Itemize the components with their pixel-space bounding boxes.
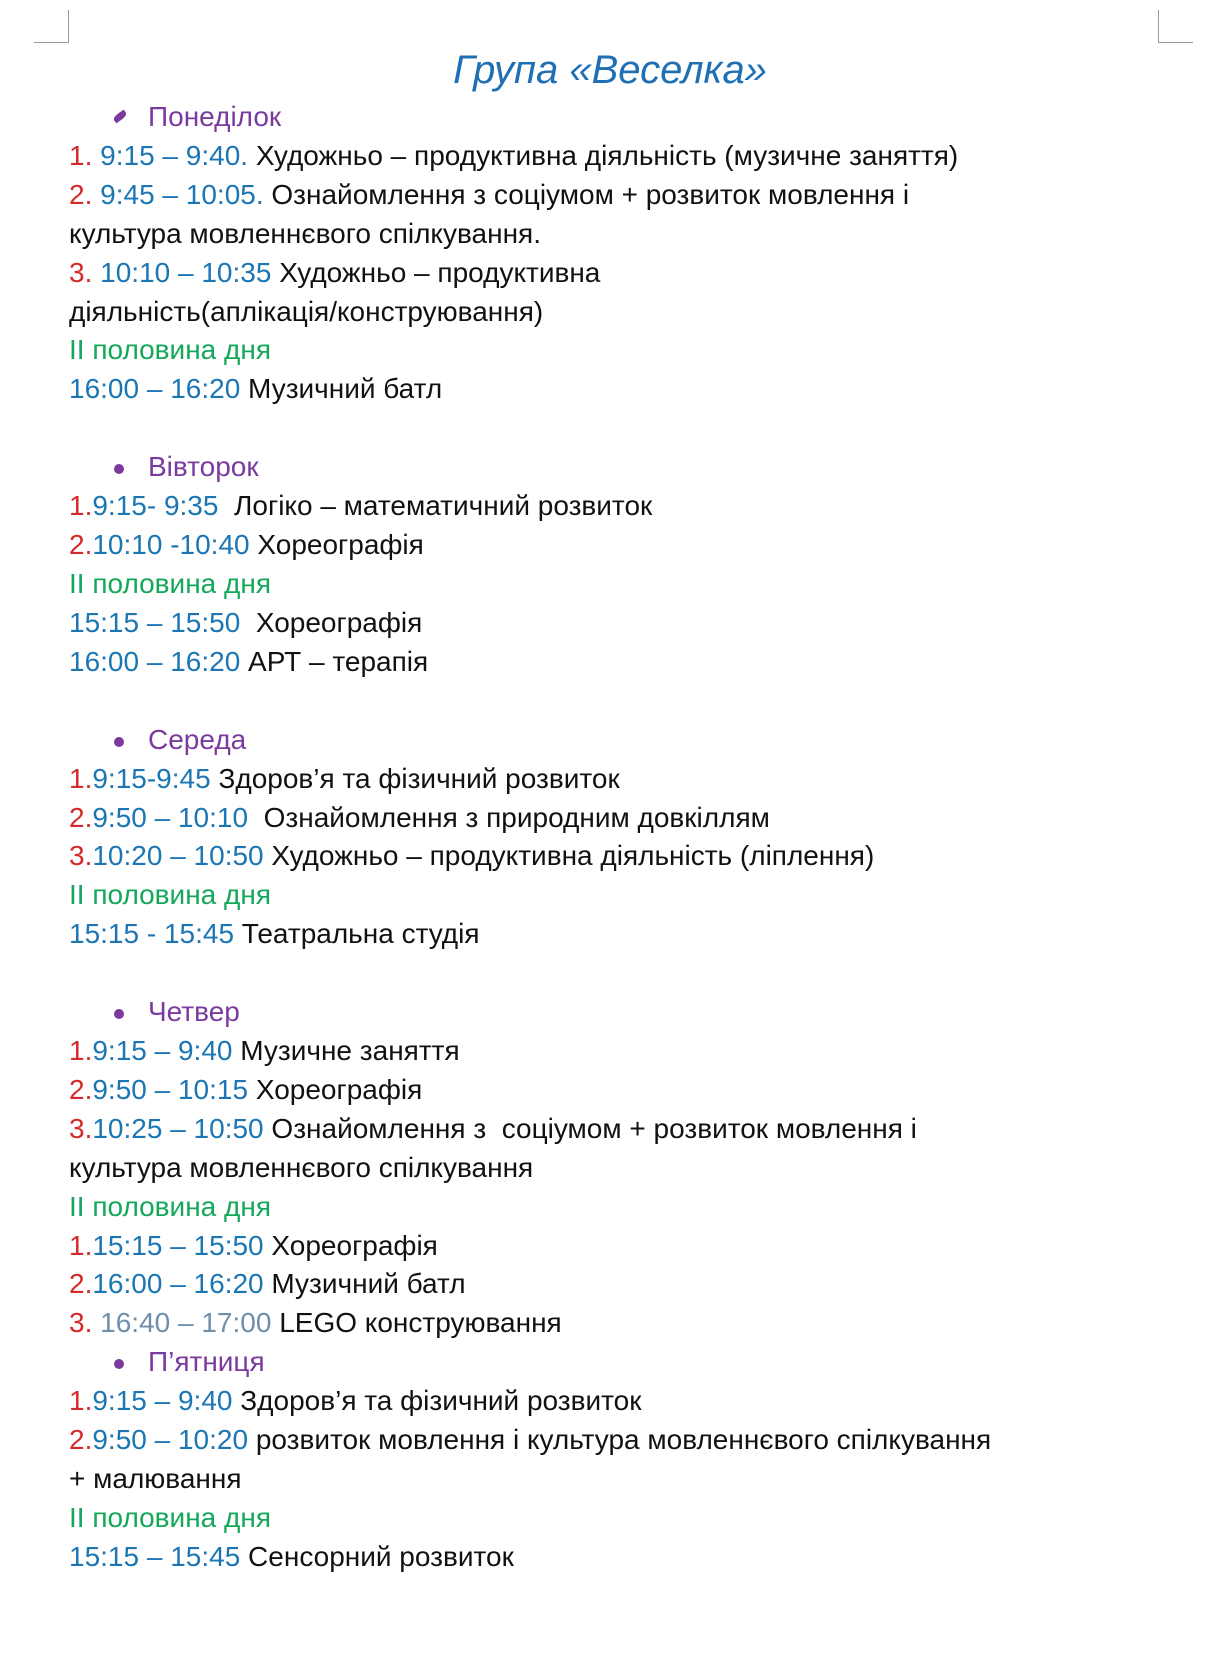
entry-activity: Здоров’я та фізичний розвиток <box>210 762 620 794</box>
entry-number: 1. <box>69 762 93 794</box>
schedule-entry <box>69 1421 1189 1460</box>
schedule-entry <box>69 526 1189 565</box>
schedule-entry <box>69 1265 1189 1304</box>
schedule-entry <box>69 1071 1189 1110</box>
entry-activity-continued: культура мовленнєвого спілкування. <box>69 217 541 249</box>
entry-activity: АРТ – терапія <box>240 645 429 677</box>
schedule-entry <box>69 1032 1189 1071</box>
entry-activity: Ознайомлення з соціумом + розвиток мовлення і <box>263 178 910 210</box>
day-heading-friday <box>69 1343 1189 1382</box>
entry-number: 1. <box>69 1229 93 1261</box>
entry-activity: Театральна студія <box>234 918 480 950</box>
entry-activity: розвиток мовлення і культура мовленнєвого спілкування <box>248 1424 992 1456</box>
schedule-entry <box>69 370 1189 409</box>
spacer <box>69 409 1189 448</box>
schedule <box>69 98 1189 1577</box>
schedule-entry <box>69 837 1189 876</box>
entry-activity: Художньо – продуктивна діяльність (ліплення) <box>263 840 875 872</box>
entry-time: 9:50 – 10:15 <box>92 1073 249 1105</box>
entry-time: 15:15 - 15:45 <box>69 918 235 950</box>
entry-activity: LEGO конструювання <box>271 1307 562 1339</box>
entry-activity: Сенсорний розвиток <box>240 1540 514 1572</box>
entry-activity: Логіко – математичний розвиток <box>218 490 653 522</box>
bullet-icon <box>114 1009 124 1019</box>
document-title: Група «Веселка» <box>453 48 767 92</box>
bullet-icon <box>114 737 124 747</box>
bullet-icon <box>114 1359 124 1369</box>
entry-time: 10:10 -10:40 <box>92 529 250 561</box>
entry-number: 1. <box>69 490 93 522</box>
second-half-heading: ІІ половина дня <box>69 1501 271 1533</box>
entry-time: 9:15 – 9:40 <box>92 1035 233 1067</box>
entry-time: 9:45 – 10:05. <box>100 178 264 210</box>
entry-time: 9:15-9:45 <box>92 762 211 794</box>
spacer <box>69 682 1189 721</box>
entry-number: 2. <box>69 529 93 561</box>
schedule-entry <box>69 1538 1189 1577</box>
schedule-entry <box>69 915 1189 954</box>
schedule-entry <box>69 254 1189 293</box>
day-heading-tuesday <box>69 448 1189 487</box>
day-heading-monday <box>69 98 1189 137</box>
second-half-heading: ІІ половина дня <box>69 1190 271 1222</box>
schedule-entry <box>69 1382 1189 1421</box>
entry-time: 16:40 – 17:00 <box>100 1307 272 1339</box>
entry-time: 15:15 – 15:50 <box>92 1229 264 1261</box>
entry-activity: Художньо – продуктивна діяльність (музичне заняття) <box>248 139 959 171</box>
entry-activity: Здоров’я та фізичний розвиток <box>232 1385 642 1417</box>
entry-time: 16:00 – 16:20 <box>69 645 241 677</box>
entry-time: 9:15- 9:35 <box>92 490 219 522</box>
entry-time: 10:25 – 10:50 <box>92 1112 264 1144</box>
entry-number: 1. <box>69 1385 93 1417</box>
entry-activity-continued: діяльність(аплікація/конструювання) <box>69 295 544 327</box>
day-label: Понеділок <box>148 101 282 132</box>
entry-number: 2. <box>69 1268 93 1300</box>
schedule-entry <box>69 176 1189 215</box>
entry-number: 1. <box>69 139 101 171</box>
entry-time: 9:15 – 9:40 <box>92 1385 233 1417</box>
entry-number: 2. <box>69 1424 93 1456</box>
schedule-entry <box>69 137 1189 176</box>
day-heading-thursday <box>69 993 1189 1032</box>
entry-number: 3. <box>69 256 101 288</box>
schedule-entry <box>69 487 1189 526</box>
entry-time: 9:50 – 10:20 <box>92 1424 249 1456</box>
entry-number: 2. <box>69 1073 93 1105</box>
day-label: Четвер <box>148 996 240 1028</box>
entry-activity: Музичний батл <box>263 1268 466 1300</box>
schedule-entry <box>69 1304 1189 1343</box>
day-heading-wednesday <box>69 721 1189 760</box>
entry-number: 3. <box>69 840 93 872</box>
entry-time: 10:10 – 10:35 <box>100 256 272 288</box>
page-corner-mark-left <box>34 10 69 43</box>
schedule-entry <box>69 1110 1189 1149</box>
schedule-entry <box>69 799 1189 838</box>
page-corner-mark-right <box>1158 10 1193 43</box>
entry-activity: Ознайомлення з соціумом + розвиток мовлення і <box>263 1112 917 1144</box>
entry-time: 15:15 – 15:45 <box>69 1540 241 1572</box>
schedule-entry <box>69 643 1189 682</box>
entry-number: 2. <box>69 178 101 210</box>
entry-activity: Художньо – продуктивна <box>271 256 601 288</box>
entry-time: 16:00 – 16:20 <box>92 1268 264 1300</box>
entry-time: 16:00 – 16:20 <box>69 373 241 405</box>
entry-time: 9:50 – 10:10 <box>92 801 249 833</box>
entry-activity: Ознайомлення з природним довкіллям <box>248 801 770 833</box>
entry-number: 2. <box>69 801 93 833</box>
day-label: Вівторок <box>148 451 259 483</box>
second-half-heading: ІІ половина дня <box>69 567 271 599</box>
entry-activity: Хореографія <box>240 606 423 638</box>
entry-number: 1. <box>69 1035 93 1067</box>
day-label: П’ятниця <box>148 1346 265 1378</box>
entry-time: 15:15 – 15:50 <box>69 606 241 638</box>
entry-activity: Хореографія <box>263 1229 438 1261</box>
spacer <box>69 954 1189 993</box>
day-label: Середа <box>148 723 247 755</box>
schedule-entry <box>69 1227 1189 1266</box>
entry-activity: Музичний батл <box>240 373 443 405</box>
entry-time: 10:20 – 10:50 <box>92 840 264 872</box>
second-half-heading: ІІ половина дня <box>69 334 271 366</box>
entry-time: 9:15 – 9:40. <box>100 139 249 171</box>
entry-activity: Хореографія <box>248 1073 423 1105</box>
entry-activity: Хореографія <box>249 529 424 561</box>
bullet-icon <box>112 110 127 124</box>
bullet-icon <box>114 464 124 474</box>
entry-number: 3. <box>69 1112 93 1144</box>
second-half-heading: ІІ половина дня <box>69 879 271 911</box>
entry-activity-continued: культура мовленнєвого спілкування <box>69 1151 534 1183</box>
entry-activity-continued: + малювання <box>69 1463 242 1494</box>
schedule-entry <box>69 604 1189 643</box>
entry-number: 3. <box>69 1307 101 1339</box>
entry-activity: Музичне заняття <box>232 1035 460 1067</box>
schedule-entry <box>69 760 1189 799</box>
